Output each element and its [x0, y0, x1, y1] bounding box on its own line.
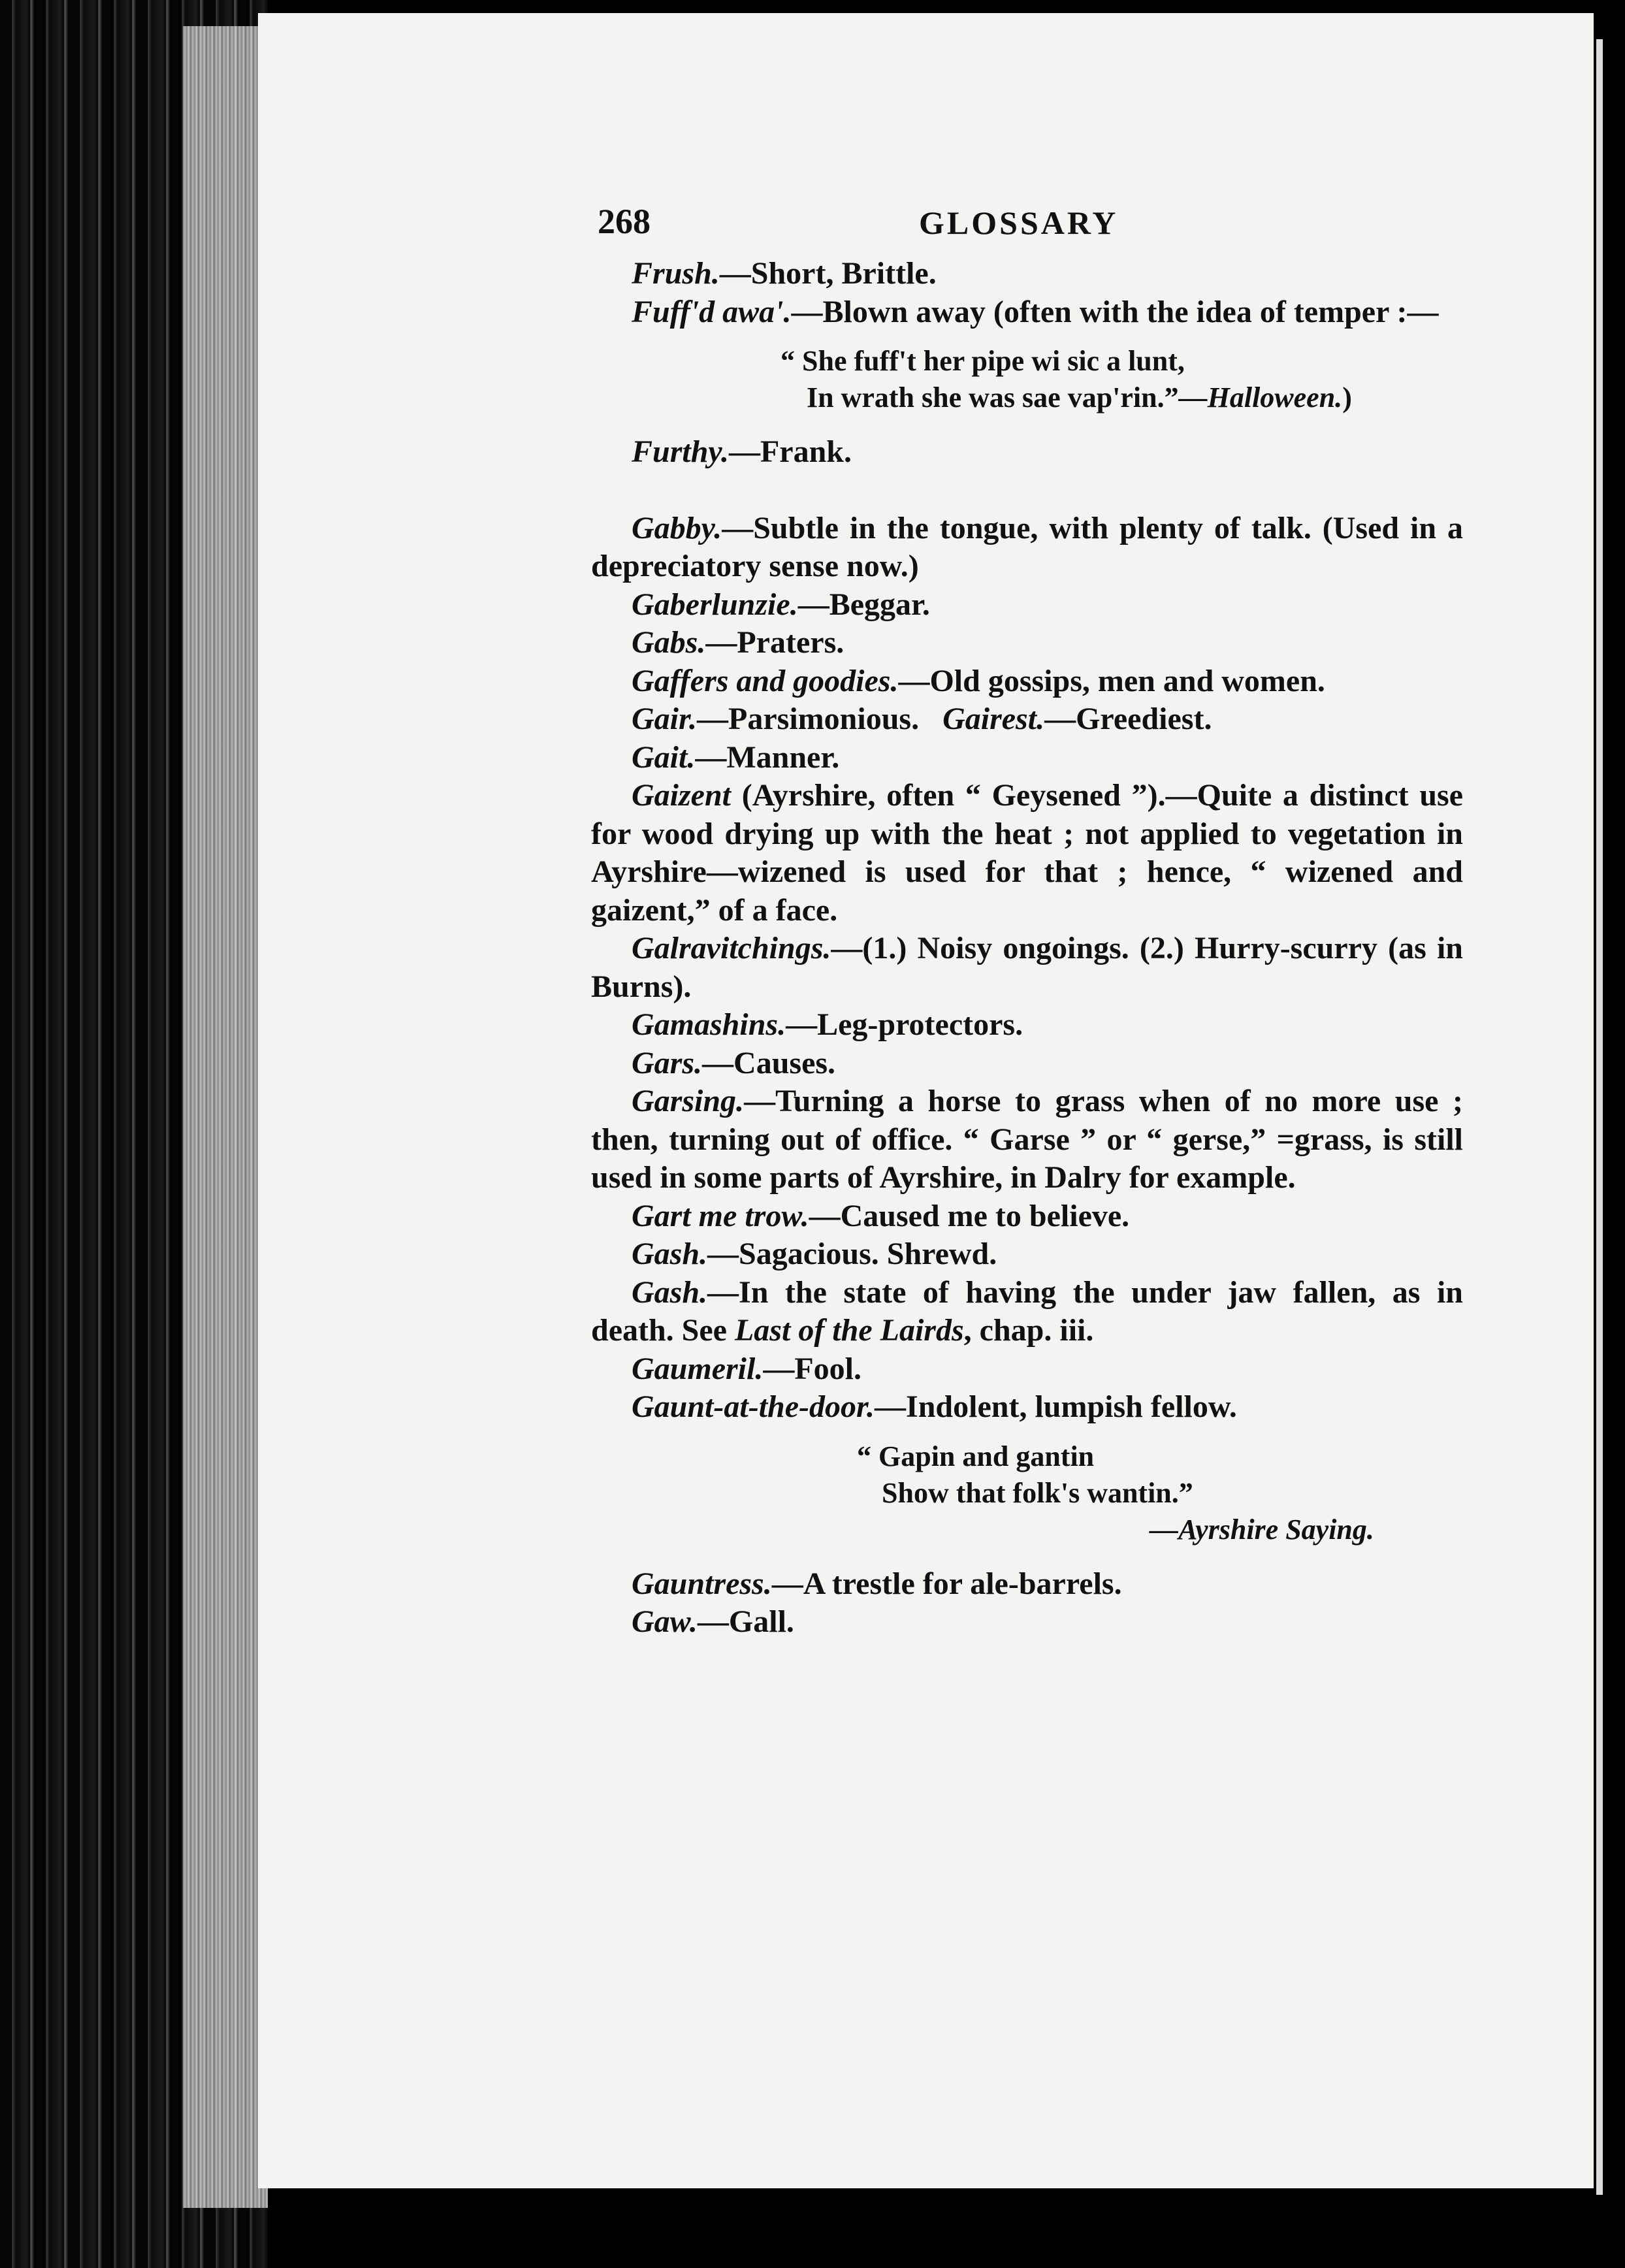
- glossary-entry: Gash.—Sagacious. Shrewd.: [632, 1237, 997, 1271]
- section-gap: [591, 472, 1463, 510]
- glossary-entry: Gash.—In the state of having the under jaw fallen, as in death. See Last of the Lairds, chap. iii.: [591, 1274, 1463, 1348]
- verse-quote: [591, 1438, 1463, 1548]
- glossary-entry: Gait.—Manner.: [632, 739, 840, 775]
- glossary-entry: Furthy.—Frank.: [632, 434, 852, 469]
- running-head: GLOSSARY: [919, 204, 1119, 241]
- glossary-entry: Gaizent (Ayrshire, often “ Geysened ”).—Quite a distinct use for wood drying up with the heat ; not applied to vegetation in Ayrshire—wizened is used for that ; hence, “ wizened and gaizent,” of a face.: [591, 778, 1463, 928]
- verse-quote: [591, 343, 1463, 416]
- quote-line: “ Gapin and gantin: [857, 1440, 1095, 1472]
- glossary-entry: Garsing.—Turning a horse to grass when of no more use ; then, turning out of office. “ Garse ” or “ gerse,” =grass, is still used in some parts of Ayrshire, in Dalry for example.: [591, 1084, 1463, 1195]
- quote-line: “ She fuff't her pipe wi sic a lunt,: [780, 345, 1185, 377]
- glossary-entry: Gabby.—Subtle in the tongue, with plenty of talk. (Used in a depreciatory sense now.): [591, 510, 1463, 583]
- quote-source: —Ayrshire Saying.: [1150, 1513, 1374, 1546]
- glossary-entry: Galravitchings.—(1.) Noisy ongoings. (2.) Hurry-scurry (as in Burns).: [591, 931, 1463, 1004]
- quote-line: In wrath she was sae vap'rin.”—Halloween.): [807, 381, 1352, 413]
- glossary-entry: Gart me trow.—Caused me to believe.: [632, 1198, 1130, 1233]
- glossary-entry: Gaberlunzie.—Beggar.: [632, 587, 930, 622]
- glossary-entry: Gabs.—Praters.: [632, 625, 845, 660]
- quote-source: —Halloween.: [1178, 381, 1343, 413]
- glossary-entry: Gauntress.—A trestle for ale-barrels.: [632, 1566, 1122, 1601]
- page-content: [591, 202, 1463, 1642]
- glossary-entry: Gaw.—Gall.: [632, 1604, 794, 1639]
- glossary-entry: Gaunt-at-the-door.—Indolent, lumpish fellow.: [632, 1389, 1237, 1424]
- quote-line: Show that folk's wantin.”: [882, 1476, 1193, 1509]
- glossary-entry: Gaumeril.—Fool.: [632, 1351, 862, 1386]
- glossary-entry: Frush.—Short, Brittle.: [632, 256, 937, 291]
- page-number: 268: [598, 202, 651, 241]
- glossary-entry: Gair.—Parsimonious. Gairest.—Greediest.: [632, 702, 1212, 736]
- page-stack-edges: [183, 26, 268, 2208]
- glossary-entry: Gaffers and goodies.—Old gossips, men and women.: [632, 663, 1325, 698]
- glossary-entry: Gamashins.—Leg-protectors.: [632, 1007, 1023, 1042]
- facing-page-edge: [1596, 39, 1603, 2195]
- page-header: [591, 202, 1463, 255]
- glossary-entry: Gars.—Causes.: [632, 1045, 836, 1080]
- glossary-entry: Fuff'd awa'.—Blown away (often with the idea of temper :—: [632, 294, 1439, 329]
